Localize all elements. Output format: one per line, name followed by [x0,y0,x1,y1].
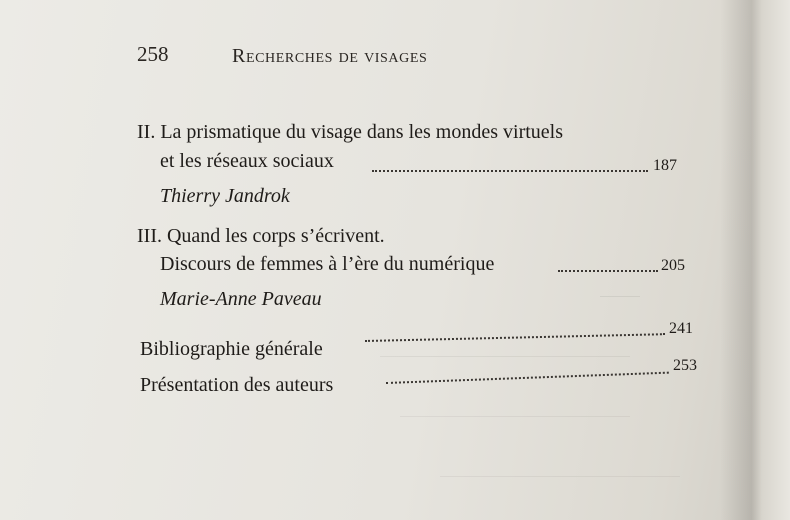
toc-authors-page: 253 [673,357,697,374]
running-title: Recherches de visages [232,45,428,67]
show-through-mark [600,286,640,297]
toc-leader-dots [386,372,669,384]
toc-entry-2-title-line2: et les réseaux sociaux [160,150,334,172]
show-through-mark [440,466,680,477]
toc-entry-2-author: Thierry Jandrok [160,185,290,207]
show-through-mark [380,346,630,357]
toc-entry-3-author: Marie-Anne Paveau [160,288,322,310]
toc-bibliography-page: 241 [669,320,693,337]
page-fold-shadow [720,0,790,520]
toc-bibliography-label: Bibliographie générale [140,338,323,360]
toc-entry-2-title-line1: II. La prismatique du visage dans les mondes virtuels [137,121,564,143]
toc-entry-2-page: 187 [653,157,677,174]
toc-entry-3-title-line2: Discours de femmes à l’ère du numérique [160,253,495,275]
show-through-mark [400,406,630,417]
toc-leader-dots [558,270,658,272]
toc-authors-label: Présentation des auteurs [140,374,334,396]
toc-leader-dots [372,170,648,172]
toc-entry-3-title-line1: III. Quand les corps s’écrivent. [137,225,385,247]
toc-leader-dots [365,333,665,342]
page-number: 258 [137,42,169,66]
toc-entry-3-page: 205 [661,257,685,274]
